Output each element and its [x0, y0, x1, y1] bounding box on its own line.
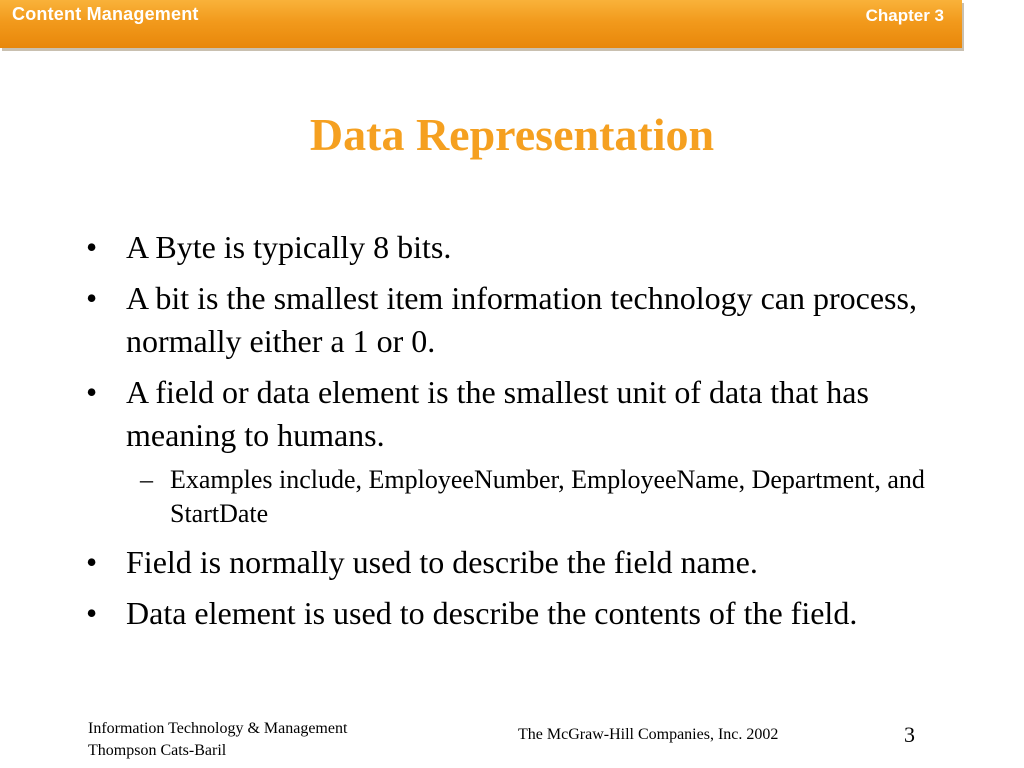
bullet-item [84, 371, 944, 457]
bullet-mark: • [86, 229, 98, 265]
footer-book-info [88, 718, 347, 762]
slide-title: Data Representation [309, 109, 715, 160]
bullet-text: A bit is the smallest item information technology can process, normally either a 1 or 0. [126, 280, 917, 359]
slide-content [84, 226, 944, 643]
header-chapter-label: Chapter 3 [865, 6, 944, 25]
bullet-item [84, 592, 944, 635]
bullet-mark: • [86, 280, 98, 316]
page-number: 3 [904, 722, 915, 747]
bullet-text: Field is normally used to describe the field name. [126, 544, 758, 580]
header-bar [0, 0, 962, 48]
bullet-item [84, 541, 944, 584]
header-course-title: Content Management [12, 4, 199, 24]
footer-copyright: The McGraw-Hill Companies, Inc. 2002 [518, 726, 779, 743]
bullet-item [84, 226, 944, 269]
bullet-item [84, 277, 944, 363]
sub-bullet-item [84, 463, 944, 531]
bullet-mark: • [86, 595, 98, 631]
bullet-text: A Byte is typically 8 bits. [126, 229, 452, 265]
bullet-text: A field or data element is the smallest unit of data that has meaning to humans. [126, 374, 869, 453]
sub-bullet-text: Examples include, EmployeeNumber, EmployeeName, Department, and StartDate [170, 465, 925, 528]
footer-book-title: Information Technology & Management [88, 720, 348, 737]
sub-bullet-mark: – [140, 465, 153, 494]
bullet-text: Data element is used to describe the contents of the field. [126, 595, 858, 631]
bullet-mark: • [86, 374, 98, 410]
footer-authors: Thompson Cats-Baril [88, 742, 227, 759]
bullet-mark: • [86, 544, 98, 580]
